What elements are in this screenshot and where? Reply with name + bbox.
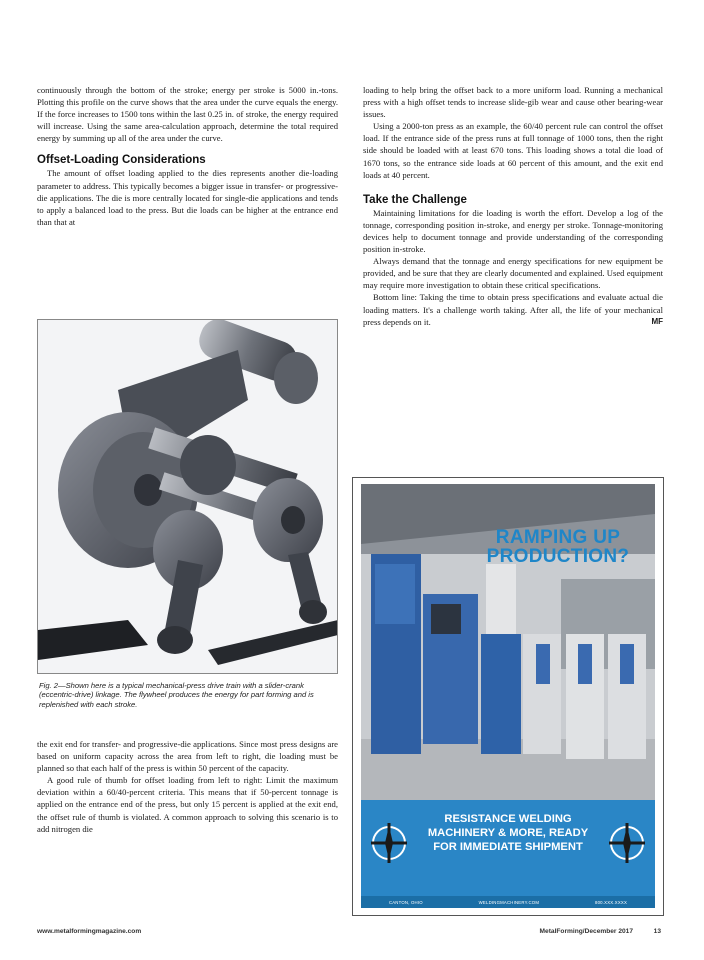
ad-banner-text: RESISTANCE WELDING MACHINERY & MORE, READY FOR IMMEDIATE SHIPMENT [427,813,589,853]
body-paragraph-text: Bottom line: Taking the time to obtain press specifications and evaluate actual die loading matters. It's a challenge worth taking. After all, the life of your mechanical press depends on it. [363,292,663,327]
body-paragraph: loading to help bring the offset back to a more uniform load. Running a mechanical press with a high offset tends to increase slide-gib wear and cause other bearing-wear issues. [363,85,663,120]
body-paragraph: continuously through the bottom of the stroke; energy per stroke is 5000 in.-tons. Plotting this profile on the curve shows that the area under the curve equals the energy. If the force increases to 1500 tons within the last 0.25 in. of stroke, the energy required will increase. Using the same area-calculation approach, determine the total required energy by summing up all of the area under the curve. [37,85,338,144]
company-logo-icon [607,818,647,868]
ad-contact-item: CANTON, OHIO [388,899,423,905]
press-drive-illustration [38,320,338,674]
ad-banner [361,800,655,908]
body-paragraph [363,291,663,327]
footer-url[interactable]: www.metalformingmagazine.com [37,928,142,935]
left-column [37,84,338,228]
page-number: 13 [653,928,661,935]
body-paragraph: the exit end for transfer- and progressive-die applications. Since most press designs are based on uniform capacity across the area from left to right, die loading must be planned so that each half of the press is within 50 percent of the capacity. [37,739,338,774]
section-heading-offset: Offset-Loading Considerations [37,154,206,167]
figure-caption: Fig. 2—Shown here is a typical mechanical-press drive train with a slider-crank (eccentric-drive) linkage. The flywheel produces the energy for part forming and is replenished with each stroke. [39,681,314,709]
body-paragraph: A good rule of thumb for offset loading from left to right: Limit the maximum deviation within a 60/40-percent criteria. This means that if 50-percent tonnage is applied on the entrance end of the press, but only 15 percent is applied at the exit end, the offset rule of thumb is violated. A common approach to solving this scenario is to add nitrogen die [37,775,338,834]
ad-contact-strip [361,896,655,908]
left-column-lower [37,738,338,835]
footer-issue: MetalForming/December 2017 [539,928,633,935]
ad-contact-item: 800.XXX.XXXX [595,899,628,905]
right-column [363,84,663,328]
section-heading-challenge: Take the Challenge [363,193,467,206]
body-paragraph: Always demand that the tonnage and energy specifications for new equipment be provided, and be sure that they are clearly documented and explained. Used equipment may require more investigation to obtain these critical specifications. [363,256,663,291]
end-mark: MF [651,316,663,326]
company-logo-icon [369,818,409,868]
ad-contact-item: WELDINGMACHINERY.COM [478,899,540,905]
body-paragraph: Using a 2000-ton press as an example, the 60/40 percent rule can control the offset load. If the entrance side of the press runs at full tonnage of 1000 tons, then the right side should be loaded with at least 670 tons. This loading shows a total die load of 1670 tons, so the entrance side loads at 60 percent of this amount, and the exit end loads at 40 percent. [363,121,663,180]
advertisement[interactable] [352,477,664,916]
ad-headline: RAMPING UP PRODUCTION? [486,527,630,567]
body-paragraph: Maintaining limitations for die loading is worth the effort. Develop a log of the tonnage, corresponding position in-stroke, and energy per stroke. Tonnage-monitoring devices help to document tonnage and provide understanding of the corresponding position in-stroke. [363,207,663,255]
page-footer [37,928,667,940]
body-paragraph: The amount of offset loading applied to the dies represents another die-loading parameter to address. This typically becomes a bigger issue in transfer- or progressive-die applications. The die is more centrally located for single-die applications and tends to apply a balanced load to the press. But die loads can be higher at the entrance end than that at [37,168,338,227]
figure-press-drive-train [37,319,338,674]
